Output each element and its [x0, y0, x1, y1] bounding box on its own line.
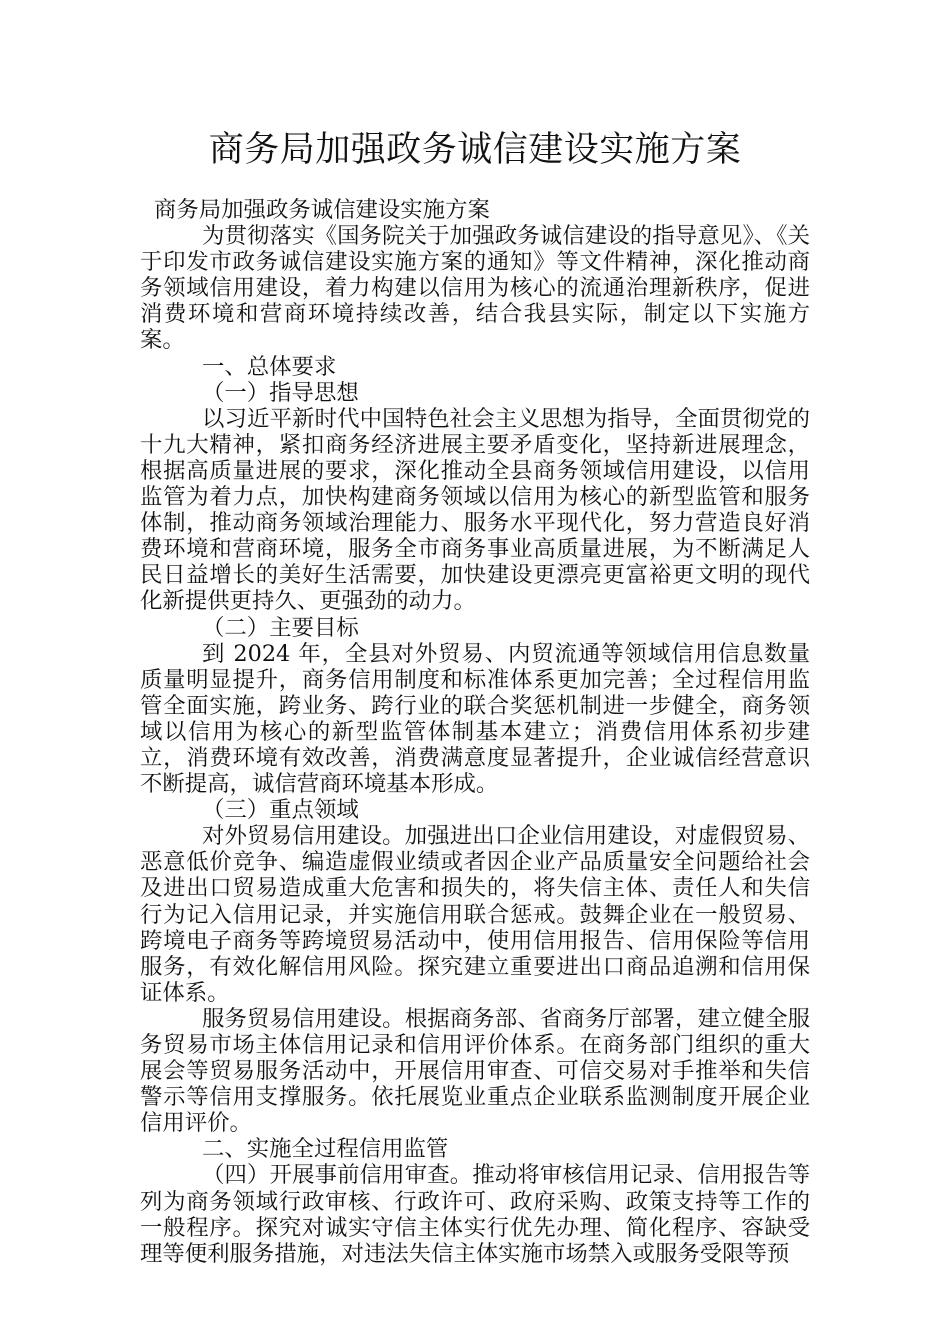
subsection-1-heading: （一）指导思想 [202, 379, 359, 406]
subsection-3-heading: （三）重点领域 [202, 797, 359, 824]
foreign-trade-credit-paragraph: 对外贸易信用建设。加强进出口企业信用建设，对虚假贸易、恶意低价竞争、编造虚假业绩或者因企业产品质量安全问题给社会及进出口贸易造成重大危害和损失的，将失信主体、责任人和失信行为记入信用记录，并实施信用联合惩戒。鼓舞企业在一般贸易、跨境电子商务等跨境贸易活动中，使用信用报告、信用保险等信用服务，有效化解信用风险。探究建立重要进出口商品追溯和信用保证体系。 [140, 823, 810, 1006]
intro-paragraph: 为贯彻落实《国务院关于加强政务诚信建设的指导意见》、《关于印发市政务诚信建设实施方案的通知》等文件精神，深化推动商务领域信用建设，着力构建以信用为核心的流通治理新秩序，促进消费环境和营商环境持续改善，结合我县实际，制定以下实施方案。 [140, 223, 810, 354]
document-body [140, 197, 810, 1267]
document-title: 商务局加强政务诚信建设实施方案 [208, 130, 742, 170]
service-trade-credit-paragraph: 服务贸易信用建设。根据商务部、省商务厅部署，建立健全服务贸易市场主体信用记录和信用评价体系。在商务部门组织的重大展会等贸易服务活动中，开展信用审查、可信交易对手推举和失信警示等信用支撑服务。依托展览业重点企业联系监测制度开展企业信用评价。 [140, 1005, 810, 1137]
subsection-2-paragraph: 到 2024 年，全县对外贸易、内贸流通等领域信用信息数量质量明显提升，商务信用制度和标准体系更加完善；全过程信用监管全面实施，跨业务、跨行业的联合奖惩机制进一步健全，商务领域以信用为核心的新型监管体制基本建立；消费信用体系初步建立，消费环境有效改善，消费满意度显著提升，企业诚信经营意识不断提高，诚信营商环境基本形成。 [140, 640, 810, 798]
subsection-4-paragraph: （四）开展事前信用审查。推动将审核信用记录、信用报告等列为商务领域行政审核、行政许可、政府采购、政策支持等工作的一般程序。探究对诚实守信主体实行优先办理、简化程序、容缺受理等便利服务措施，对违法失信主体实施市场禁入或服务受限等预 [140, 1162, 810, 1267]
section-2-heading: 二、实施全过程信用监管 [202, 1136, 449, 1163]
subsection-1-paragraph: 以习近平新时代中国特色社会主义思想为指导，全面贯彻党的十九大精神，紧扣商务经济进展主要矛盾变化，坚持新进展理念，根据高质量进展的要求，深化推动全县商务领域信用建设，以信用监管为着力点，加快构建商务领域以信用为核心的新型监管和服务体制，推动商务领域治理能力、服务水平现代化，努力营造良好消费环境和营商环境，服务全市商务事业高质量进展，为不断满足人民日益增长的美好生活需要，加快建设更漂亮更富裕更文明的现代化新提供更持久、更强劲的动力。 [140, 405, 810, 615]
document-subtitle: 商务局加强政务诚信建设实施方案 [154, 197, 490, 223]
section-1-heading: 一、总体要求 [202, 353, 337, 380]
subsection-2-heading: （二）主要目标 [202, 614, 359, 641]
